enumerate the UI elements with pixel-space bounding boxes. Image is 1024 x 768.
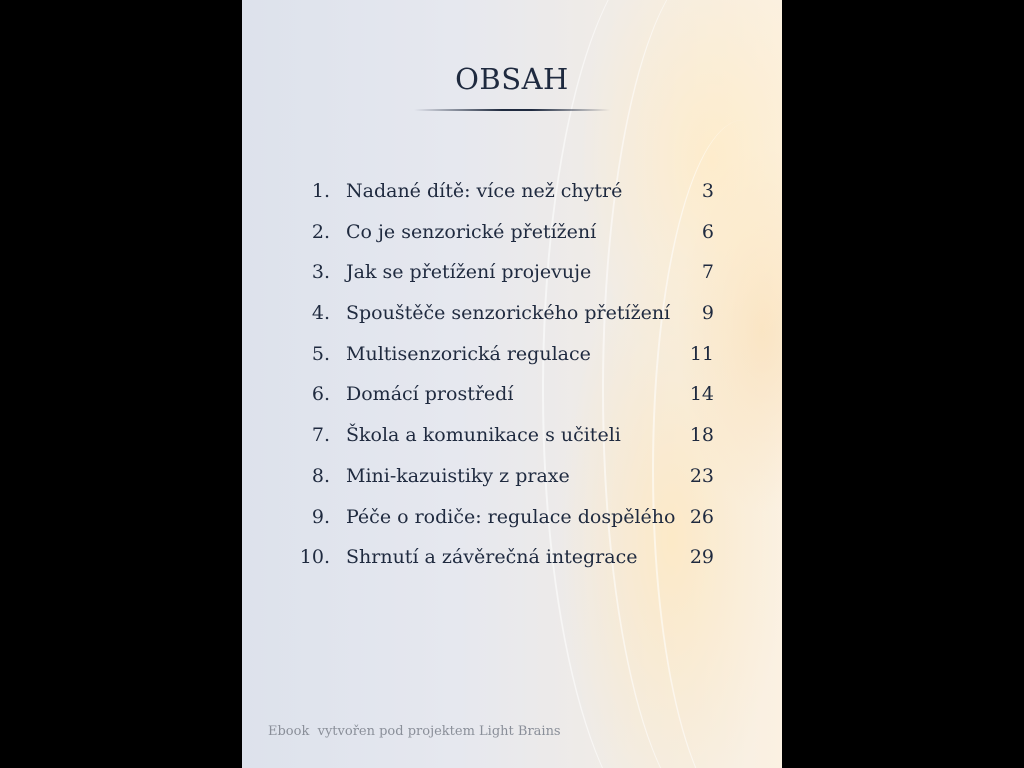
toc-entry-title: Multisenzorická regulace bbox=[346, 342, 591, 365]
toc-entry[interactable] bbox=[242, 296, 782, 337]
table-of-contents bbox=[242, 174, 782, 581]
toc-entry-page: 14 bbox=[689, 383, 714, 406]
toc-entry-number: 3. bbox=[311, 261, 330, 284]
toc-entry[interactable] bbox=[242, 418, 782, 459]
toc-entry-page: 3 bbox=[701, 180, 714, 202]
toc-entry-page: 9 bbox=[701, 302, 714, 325]
toc-entry-title: Mini-kazuistiky z praxe bbox=[346, 464, 570, 487]
toc-entry-title: Spouštěče senzorického přetížení bbox=[346, 302, 671, 325]
toc-entry-number: 5. bbox=[311, 342, 330, 365]
toc-entry-page: 23 bbox=[689, 464, 714, 487]
toc-entry-page: 6 bbox=[701, 220, 714, 243]
toc-entry-page: 29 bbox=[689, 546, 714, 569]
toc-entry-number: 9. bbox=[311, 505, 330, 528]
toc-entry-title: Co je senzorické přetížení bbox=[346, 220, 597, 243]
toc-entry-number: 10. bbox=[299, 546, 330, 569]
toc-entry-number: 2. bbox=[311, 220, 330, 243]
page-title: OBSAH bbox=[455, 62, 569, 96]
toc-entry[interactable] bbox=[242, 255, 782, 296]
toc-entry[interactable] bbox=[242, 540, 782, 581]
toc-entry-page: 18 bbox=[689, 424, 714, 447]
ebook-page bbox=[242, 0, 782, 768]
toc-entry-page: 26 bbox=[689, 505, 714, 528]
toc-entry[interactable] bbox=[242, 377, 782, 418]
toc-entry-title: Domácí prostředí bbox=[346, 383, 514, 406]
toc-entry[interactable] bbox=[242, 174, 782, 215]
toc-entry[interactable] bbox=[242, 500, 782, 541]
toc-entry-number: 6. bbox=[311, 383, 330, 406]
toc-entry-title: Jak se přetížení projevuje bbox=[346, 261, 592, 284]
toc-entry-page: 11 bbox=[689, 342, 714, 365]
toc-entry-number: 7. bbox=[311, 424, 330, 447]
toc-entry[interactable] bbox=[242, 337, 782, 378]
toc-entry-title: Škola a komunikace s učiteli bbox=[346, 424, 621, 447]
toc-entry-number: 1. bbox=[311, 180, 330, 202]
toc-entry-title: Shrnutí a závěrečná integrace bbox=[346, 546, 638, 569]
toc-entry[interactable] bbox=[242, 459, 782, 500]
toc-entry-number: 8. bbox=[311, 464, 330, 487]
toc-entry-page: 7 bbox=[701, 261, 714, 284]
title-divider bbox=[414, 109, 610, 111]
footer-credit: Ebook vytvořen pod projektem Light Brains bbox=[268, 724, 561, 739]
toc-entry[interactable] bbox=[242, 215, 782, 256]
toc-entry-number: 4. bbox=[311, 302, 330, 325]
toc-entry-title: Péče o rodiče: regulace dospělého bbox=[346, 505, 676, 528]
toc-entry-title: Nadané dítě: více než chytré bbox=[346, 180, 623, 202]
